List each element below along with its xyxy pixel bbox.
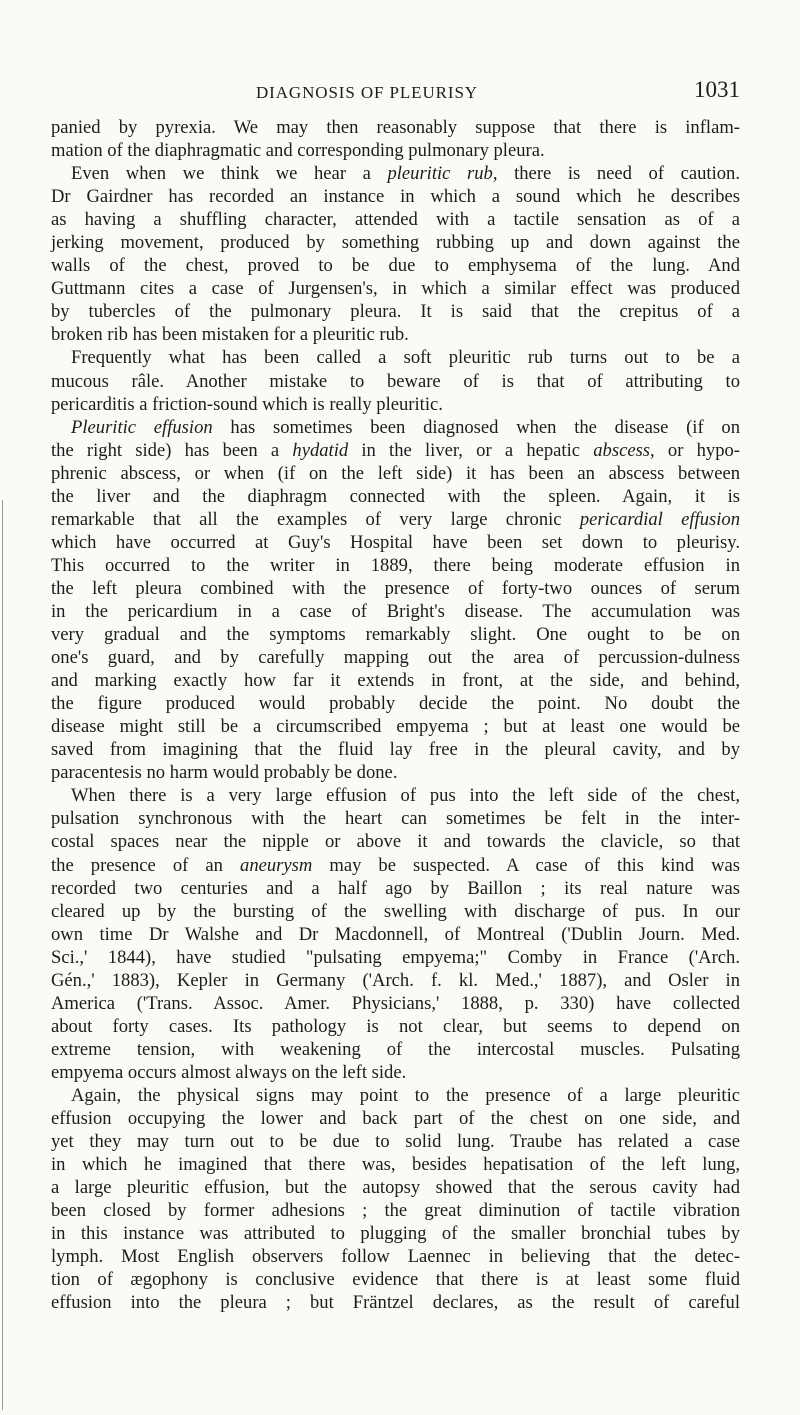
text-line: phrenic abscess, or when (if on the left side) it has been an abscess between bbox=[51, 462, 740, 484]
text-line: panied by pyrexia. We may then reasonably suppose that there is inflam- bbox=[51, 117, 740, 138]
text-line: America ('Trans. Assoc. Amer. Physicians,' 1888, p. 330) have collected bbox=[51, 992, 740, 1014]
text-line: very gradual and the symptoms remarkably slight. One ought to be on bbox=[51, 624, 740, 646]
italic-term: pleuritic rub bbox=[387, 163, 493, 185]
page-header bbox=[256, 77, 740, 107]
text-line: disease might still be a circumscribed empyema ; but at least one would be bbox=[51, 716, 740, 738]
text-line: Sci.,' 1844), have studied "pulsating empyema;" Comby in France ('Arch. bbox=[51, 946, 740, 968]
text-line: recorded two centuries and a half ago by Baillon ; its real nature was bbox=[51, 877, 740, 899]
italic-term: Pleuritic effusion bbox=[71, 416, 213, 438]
text-line: When there is a very large effusion of pus into the left side of the chest, bbox=[71, 785, 740, 807]
text-line: pericarditis a friction-sound which is really pleuritic. bbox=[51, 393, 443, 415]
text-line: mucous râle. Another mistake to beware of is that of attributing to bbox=[51, 370, 740, 392]
text-line: lymph. Most English observers follow Laennec in believing that the detec- bbox=[51, 1246, 740, 1268]
text-line: the right side) has been a hydatid in the liver, or a hepatic abscess, or hypo- bbox=[51, 439, 740, 461]
text-line: remarkable that all the examples of very large chronic pericardial effusion bbox=[51, 508, 740, 530]
text-line: in the pericardium in a case of Bright's disease. The accumulation was bbox=[51, 600, 740, 622]
text-line: Dr Gairdner has recorded an instance in which a sound which he describes bbox=[51, 186, 740, 208]
text-line: in this instance was attributed to plugging of the smaller bronchial tubes by bbox=[51, 1223, 740, 1245]
italic-term: abscess bbox=[593, 439, 651, 461]
text-line: saved from imagining that the fluid lay free in the pleural cavity, and by bbox=[51, 739, 740, 761]
text-line: Gén.,' 1883), Kepler in Germany ('Arch. f. kl. Med.,' 1887), and Osler in bbox=[51, 969, 740, 991]
text-line: own time Dr Walshe and Dr Macdonnell, of Montreal ('Dublin Journ. Med. bbox=[51, 923, 740, 945]
text-line: a large pleuritic effusion, but the autopsy showed that the serous cavity had bbox=[51, 1177, 740, 1199]
text-line: mation of the diaphragmatic and corresponding pulmonary pleura. bbox=[51, 140, 545, 162]
text-line: been closed by former adhesions ; the great diminution of tactile vibration bbox=[51, 1200, 740, 1222]
text-line: tion of ægophony is conclusive evidence that there is at least some fluid bbox=[51, 1269, 740, 1291]
text-line: walls of the chest, proved to be due to emphysema of the lung. And bbox=[51, 255, 740, 277]
text-line: Pleuritic effusion has sometimes been diagnosed when the disease (if on bbox=[71, 416, 740, 438]
text-line: effusion into the pleura ; but Fräntzel declares, as the result of careful bbox=[51, 1292, 740, 1314]
italic-term: aneurysm bbox=[240, 854, 313, 876]
text-line: Frequently what has been called a soft pleuritic rub turns out to be a bbox=[71, 347, 740, 369]
text-line: extreme tension, with weakening of the intercostal muscles. Pulsating bbox=[51, 1038, 740, 1060]
text-line: by tubercles of the pulmonary pleura. It is said that the crepitus of a bbox=[51, 301, 740, 323]
text-line: yet they may turn out to be due to solid lung. Traube has related a case bbox=[51, 1131, 740, 1153]
text-line: jerking movement, produced by something rubbing up and down against the bbox=[51, 232, 740, 254]
text-line: broken rib has been mistaken for a pleuritic rub. bbox=[51, 324, 409, 346]
text-line: This occurred to the writer in 1889, there being moderate effusion in bbox=[51, 554, 740, 576]
text-line: and marking exactly how far it extends in front, at the side, and behind, bbox=[51, 670, 740, 692]
text-line: as having a shuffling character, attended with a tactile sensation as of a bbox=[51, 209, 740, 231]
body-text bbox=[51, 116, 740, 1314]
text-line: Even when we think we hear a pleuritic rub, there is need of caution. bbox=[71, 163, 740, 185]
text-line: cleared up by the bursting of the swelling with discharge of pus. In our bbox=[51, 900, 740, 922]
text-line: the presence of an aneurysm may be suspected. A case of this kind was bbox=[51, 854, 740, 876]
text-line: in which he imagined that there was, besides hepatisation of the left lung, bbox=[51, 1154, 740, 1176]
italic-term: pericardial effusion bbox=[579, 508, 740, 530]
text-line: effusion occupying the lower and back part of the chest on one side, and bbox=[51, 1108, 740, 1130]
text-line: empyema occurs almost always on the left side. bbox=[51, 1061, 407, 1083]
italic-term: hydatid bbox=[292, 439, 349, 461]
text-line: the left pleura combined with the presence of forty-two ounces of serum bbox=[51, 577, 740, 599]
text-line: Again, the physical signs may point to the presence of a large pleuritic bbox=[71, 1084, 740, 1106]
text-line: which have occurred at Guy's Hospital have been set down to pleurisy. bbox=[51, 531, 740, 553]
text-line: one's guard, and by carefully mapping out the area of percussion-dulness bbox=[51, 647, 740, 669]
text-line: about forty cases. Its pathology is not clear, but seems to depend on bbox=[51, 1015, 740, 1037]
text-line: costal spaces near the nipple or above it and towards the clavicle, so that bbox=[51, 831, 740, 853]
running-head: DIAGNOSIS OF PLEURISY bbox=[256, 83, 478, 102]
text-line: the figure produced would probably decide the point. No doubt the bbox=[51, 693, 740, 715]
text-line: paracentesis no harm would probably be done. bbox=[51, 762, 398, 784]
page-edge-shadow bbox=[2, 500, 3, 1410]
text-line: the liver and the diaphragm connected with the spleen. Again, it is bbox=[51, 485, 740, 507]
text-line: pulsation synchronous with the heart can sometimes be felt in the inter- bbox=[51, 808, 740, 830]
text-line: Guttmann cites a case of Jurgensen's, in which a similar effect was produced bbox=[51, 278, 740, 300]
page-number: 1031 bbox=[694, 77, 740, 102]
